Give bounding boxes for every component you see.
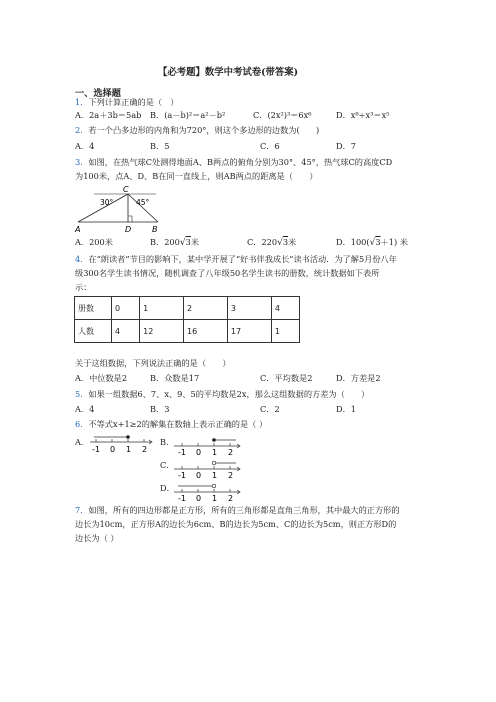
tick-label: 2 bbox=[142, 445, 148, 454]
question-text: 若一个凸多边形的内角和为720°，则这个多边形的边数为( ) bbox=[88, 125, 320, 135]
angle-30: 30° bbox=[100, 198, 114, 207]
q3-option-b bbox=[150, 237, 199, 248]
question-7-stem-line2: 边长为10cm，正方形A的边长为6cm、B的边长为5cm、C的边长为5cm，则正方形D的 bbox=[75, 519, 397, 529]
question-2-stem bbox=[75, 125, 319, 136]
page-title: 【必考题】数学中考试卷(带答案) bbox=[158, 67, 299, 78]
question-number: 3． bbox=[75, 157, 89, 167]
option-unit: ＋1) 米 bbox=[380, 237, 408, 247]
q1-option-a: A．2a＋3b＝5ab bbox=[75, 110, 142, 120]
tick-label: -1 bbox=[178, 448, 186, 456]
radicand: 3 bbox=[185, 237, 191, 247]
q4-option-b: B．众数是17 bbox=[150, 373, 200, 383]
q3-balloon-figure bbox=[74, 185, 164, 235]
q2-option-d: D．7 bbox=[336, 141, 356, 151]
question-text: 在“朗读者”节目的影响下，某中学开展了“好书伴我成长”读书活动．为了解5月份八年 bbox=[88, 254, 397, 264]
q3-option-a: A．200米 bbox=[75, 237, 113, 247]
tick-label: 0 bbox=[196, 471, 202, 479]
question-number: 4． bbox=[75, 254, 89, 264]
q3-option-c bbox=[247, 237, 296, 248]
section-heading: 一、选择题 bbox=[75, 88, 121, 99]
q1-option-b: B．(a－b)²＝a²－b² bbox=[150, 110, 226, 120]
sqrt-icon: √ bbox=[179, 238, 186, 248]
question-4-stem-line1 bbox=[75, 254, 397, 265]
q2-option-b: B．5 bbox=[150, 141, 170, 151]
q1-option-d: D．x⁸÷x³＝x⁵ bbox=[336, 110, 390, 120]
q6-option-b-label: B． bbox=[160, 437, 175, 447]
question-7-stem-line3: 边长为（ ） bbox=[75, 533, 119, 543]
question-number: 7． bbox=[75, 505, 89, 515]
question-6-stem bbox=[75, 419, 267, 430]
radicand: 3 bbox=[282, 237, 289, 247]
q3-option-d bbox=[336, 237, 408, 248]
question-text: 如图，所有的四边形都是正方形，所有的三角形都是直角三角形，其中最大的正方形的 bbox=[88, 505, 400, 515]
tick-label: 1 bbox=[126, 445, 132, 454]
q5-option-a: A．4 bbox=[75, 404, 95, 414]
tick-label: -1 bbox=[92, 445, 100, 454]
q6-numberline-c bbox=[172, 457, 244, 479]
table-row bbox=[75, 297, 300, 320]
label-b: B bbox=[152, 225, 158, 234]
question-number: 5． bbox=[75, 389, 89, 399]
tick-label: 0 bbox=[110, 445, 116, 454]
tick-label: 2 bbox=[228, 494, 234, 502]
q2-option-a: A．4 bbox=[75, 141, 95, 151]
q4-option-d: D．方差是2 bbox=[336, 373, 381, 383]
q1-option-c: C．(2x²)³＝6x⁶ bbox=[253, 110, 312, 120]
q4-after-text: 关于这组数据，下列说法正确的是（ ） bbox=[75, 358, 231, 368]
table-cell: 册数 bbox=[75, 297, 112, 320]
table-cell: 4 bbox=[112, 320, 140, 343]
table-cell: 1 bbox=[140, 297, 184, 320]
tick-label: 1 bbox=[212, 471, 218, 479]
question-number: 6． bbox=[75, 419, 89, 429]
label-d: D bbox=[125, 225, 132, 234]
tick-label: 1 bbox=[212, 494, 218, 502]
table-cell: 17 bbox=[227, 320, 271, 343]
question-number: 2． bbox=[75, 125, 89, 135]
tick-label: -1 bbox=[178, 494, 186, 502]
table-row bbox=[75, 320, 300, 343]
tick-label: 2 bbox=[228, 471, 234, 479]
q6-option-a-label: A． bbox=[75, 437, 90, 447]
table-cell: 4 bbox=[271, 297, 299, 320]
q6-numberline-a bbox=[88, 434, 156, 456]
option-unit: 米 bbox=[190, 237, 200, 247]
table-cell: 16 bbox=[184, 320, 228, 343]
question-5-stem bbox=[75, 389, 369, 400]
question-7-stem-line1 bbox=[75, 505, 400, 516]
q4-option-c: C．平均数是2 bbox=[260, 373, 313, 383]
option-unit: 米 bbox=[288, 237, 297, 247]
option-text: B．200 bbox=[150, 237, 180, 247]
label-a: A bbox=[75, 225, 81, 234]
table-cell: 0 bbox=[112, 297, 140, 320]
question-3-stem-line2: 为100米，点A、D、B在同一直线上，则AB两点的距离是（ ） bbox=[75, 171, 318, 181]
label-c: C bbox=[123, 185, 129, 194]
q6-numberline-b bbox=[172, 434, 244, 456]
table-cell: 人数 bbox=[75, 320, 112, 343]
question-text: 不等式x+1≥2的解集在数轴上表示正确的是（ ） bbox=[88, 419, 268, 429]
question-1-stem bbox=[75, 97, 178, 108]
tick-label: 0 bbox=[196, 494, 202, 502]
table-cell: 2 bbox=[184, 297, 228, 320]
q5-option-c: C．2 bbox=[260, 404, 280, 414]
question-3-stem-line1 bbox=[75, 157, 392, 168]
tick-label: 0 bbox=[196, 448, 202, 456]
angle-45: 45° bbox=[136, 198, 150, 207]
q4-option-a: A．中位数是2 bbox=[75, 373, 128, 383]
sqrt-icon: √ bbox=[369, 238, 376, 248]
table-cell: 1 bbox=[271, 320, 299, 343]
tick-label: 1 bbox=[212, 448, 218, 456]
option-text: C．220 bbox=[247, 237, 278, 247]
question-text: 如果一组数据6、7、x、9、5的平均数是2x，那么这组数据的方差为（ ） bbox=[88, 389, 370, 399]
q2-option-c: C．6 bbox=[260, 141, 280, 151]
q5-option-d: D．1 bbox=[336, 404, 356, 414]
q6-option-d-label: D． bbox=[160, 483, 175, 493]
table-cell: 12 bbox=[140, 320, 184, 343]
q6-option-c-label: C． bbox=[160, 460, 175, 470]
q6-numberline-d bbox=[172, 480, 244, 502]
q4-data-table bbox=[74, 296, 300, 343]
question-text: 下列计算正确的是（ ） bbox=[88, 97, 179, 107]
option-text: D．100( bbox=[336, 237, 370, 247]
question-4-stem-line2: 级300名学生读书情况，随机调查了八年级50名学生读书的册数，统计数据如下表所 bbox=[75, 268, 380, 278]
tick-label: 2 bbox=[228, 448, 234, 456]
question-4-stem-line3: 示： bbox=[75, 282, 92, 292]
radicand: 3 bbox=[375, 237, 381, 247]
q5-option-b: B．3 bbox=[150, 404, 170, 414]
tick-label: -1 bbox=[178, 471, 186, 479]
table-cell: 3 bbox=[227, 297, 271, 320]
sqrt-icon: √ bbox=[277, 238, 283, 248]
question-number: 1． bbox=[75, 97, 89, 107]
question-text: 如图，在热气球C处测得地面A、B两点的俯角分别为30°、45°，热气球C的高度CD bbox=[88, 157, 393, 167]
